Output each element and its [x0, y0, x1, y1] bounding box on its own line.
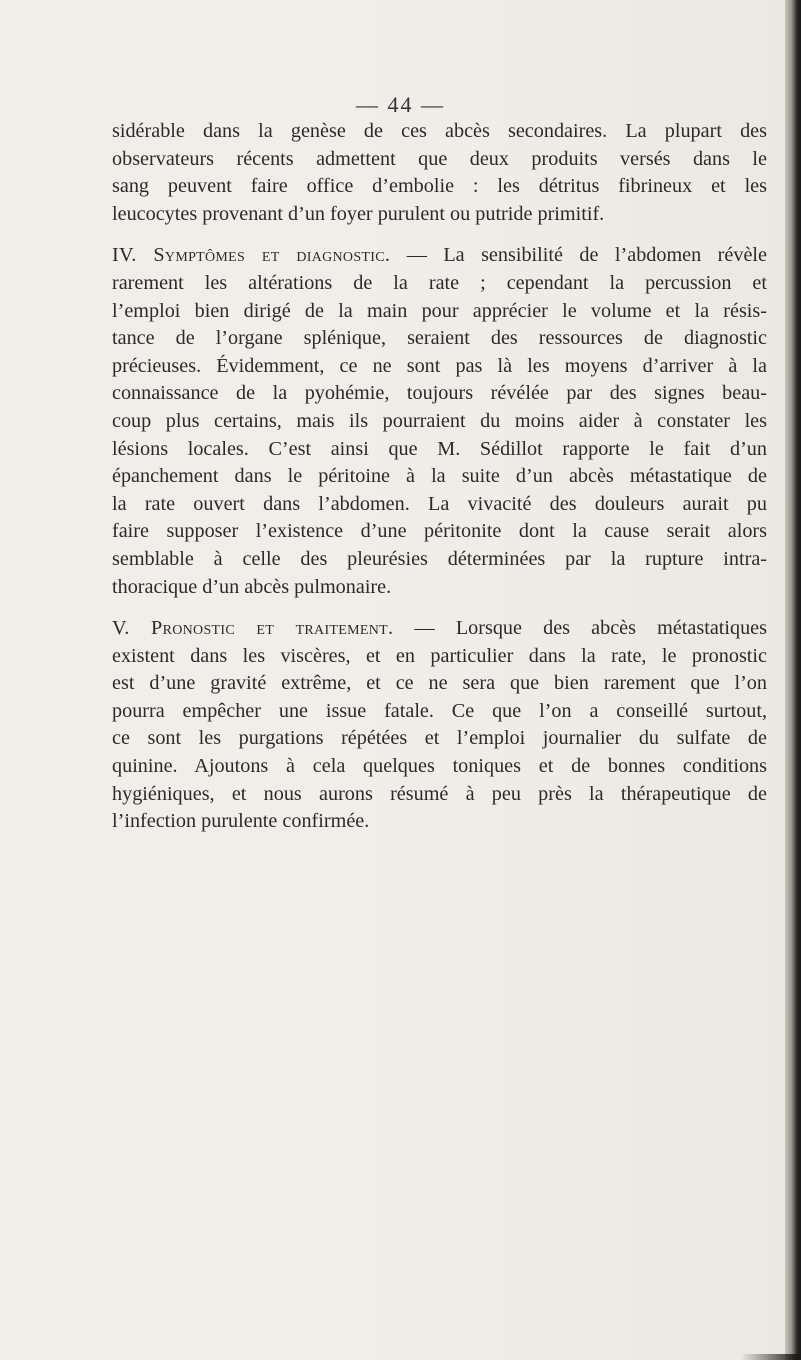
paragraph-pronostic [112, 615, 767, 836]
text-fragment: — La sensibilité de l’abdomen révèle [390, 244, 767, 267]
text-line: observateurs récents admettent que deux produits versés dans le [112, 147, 767, 170]
text-line: pourra empêcher une issue fatale. Ce que l’on a conseillé surtout, [112, 699, 767, 722]
text-line: thoracique d’un abcès pulmonaire. [112, 575, 392, 598]
page-corner-shadow [741, 1354, 801, 1360]
text-line: épanchement dans le péritoine à la suite d’un abcès métastatique de [112, 465, 767, 488]
text-line: rarement les altérations de la rate ; cependant la percussion et [112, 271, 767, 294]
text-line: faire supposer l’existence d’une péritonite dont la cause serait alors [112, 520, 767, 543]
paragraph-symptomes [112, 242, 767, 601]
text-line [112, 242, 767, 270]
text-line: sang peuvent faire office d’embolie : les détritus fibrineux et les [112, 175, 767, 198]
page-number: — 44 — [356, 92, 445, 117]
text-line: précieuses. Évidemment, ce ne sont pas là les moyens d’arriver à la [112, 354, 767, 377]
text-line: sidérable dans la genèse de ces abcès secondaires. La plupart des [112, 120, 767, 142]
text-line: existent dans les viscères, et en particulier dans la rate, le pronostic [112, 644, 767, 667]
text-line: la rate ouvert dans l’abdomen. La vivacité des douleurs aurait pu [112, 492, 767, 515]
section-heading-symptomes: IV. Symptômes et diagnostic. [112, 244, 391, 267]
text-line: tance de l’organe splénique, seraient des ressources de diagnostic [112, 327, 767, 350]
text-line: lésions locales. C’est ainsi que M. Sédillot rapporte le fait d’un [112, 437, 767, 460]
text-line: l’emploi bien dirigé de la main pour apprécier le volume et la résis- [112, 299, 767, 322]
text-line: semblable à celle des pleurésies déterminées par la rupture intra- [112, 547, 767, 570]
section-heading-pronostic: V. Pronostic et traitement. [112, 617, 394, 640]
book-spine-shadow [785, 0, 801, 1360]
paragraph-spacer [112, 228, 767, 242]
paragraph-1 [112, 118, 767, 228]
text-line: connaissance de la pyohémie, toujours révélée par des signes beau- [112, 382, 767, 405]
text-line: ce sont les purgations répétées et l’emploi journalier du sulfate de [112, 727, 767, 750]
paragraph-spacer [112, 601, 767, 615]
text-line [112, 615, 767, 643]
text-line: leucocytes provenant d’un foyer purulent ou putride primitif. [112, 202, 605, 225]
text-line: coup plus certains, mais ils pourraient du moins aider à constater les [112, 409, 767, 432]
text-block [112, 118, 767, 836]
text-line: est d’une gravité extrême, et ce ne sera que bien rarement que l’on [112, 672, 767, 695]
text-line: hygiéniques, et nous aurons résumé à peu près la thérapeutique de [112, 782, 767, 805]
text-line: l’infection purulente confirmée. [112, 810, 370, 833]
text-line: quinine. Ajoutons à cela quelques toniques et de bonnes conditions [112, 755, 767, 778]
text-fragment: — Lorsque des abcès métastatiques [393, 617, 767, 640]
